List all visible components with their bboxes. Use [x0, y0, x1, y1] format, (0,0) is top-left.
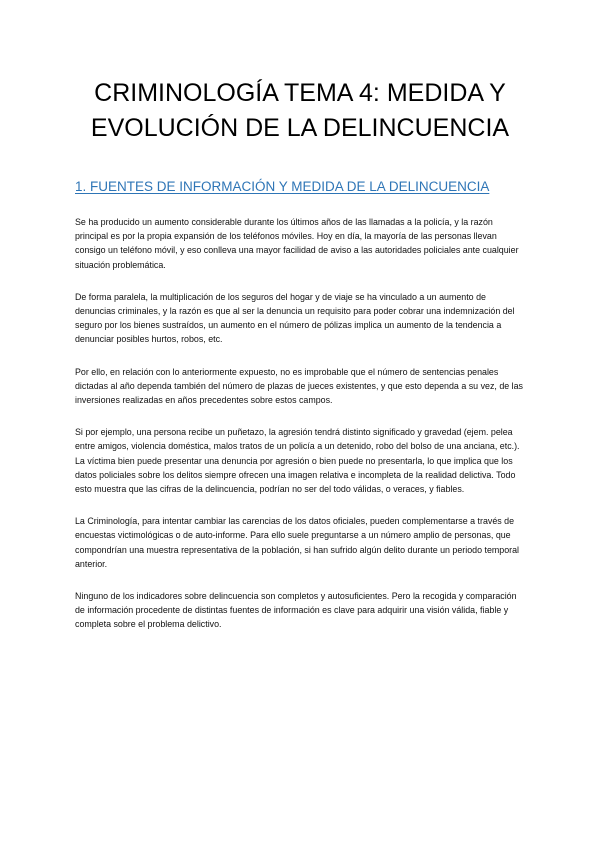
document-body: [75, 215, 527, 650]
document-title: [40, 76, 560, 146]
paragraph-4: Si por ejemplo, una persona recibe un puñetazo, la agresión tendrá distinto significado y gravedad (ejem. pelea entre amigos, violencia doméstica, malos tratos de un policía a un detenido, robo del bolso de una anciana, etc.). La víctima bien puede presentar una denuncia por agresión o bien puede no presentarla, lo que implica que los datos policiales sobre los delitos siempre ofrecen una imagen relativa e incompleta de la realidad delictiva. Todo esto muestra que las cifras de la delincuencia, podrían no ser del todo válidas, o veraces, y fiables.: [75, 427, 520, 495]
title-line-1: CRIMINOLOGÍA TEMA 4: MEDIDA Y: [94, 79, 506, 107]
paragraph-5: La Criminología, para intentar cambiar las carencias de los datos oficiales, pueden complementarse a través de encuestas victimológicas o de auto-informe. Para ello suele preguntarse a un número amplio de personas, que compondrían una muestra representativa de la población, si han sufrido algún delito durante un periodo temporal anterior.: [75, 516, 520, 569]
title-line-2: EVOLUCIÓN DE LA DELINCUENCIA: [90, 114, 510, 142]
paragraph-1: Se ha producido un aumento considerable durante los últimos años de las llamadas a la policía, y la razón principal es por la propia expansión de los teléfonos móviles. Hoy en día, la mayoría de las personas llevan consigo un teléfono móvil, y eso conlleva una mayor facilidad de aviso a las autoridades policiales ante cualquier situación problemática.: [75, 217, 519, 270]
section-heading: 1. FUENTES DE INFORMACIÓN Y MEDIDA DE LA DELINCUENCIA: [75, 179, 490, 194]
paragraph-6: Ninguno de los indicadores sobre delincuencia son completos y autosuficientes. Pero la recogida y comparación de información procedente de distintas fuentes de información es clave para adquirir una visión válida, fiable y completa sobre el problema delictivo.: [75, 591, 517, 630]
paragraph-3: Por ello, en relación con lo anteriormente expuesto, no es improbable que el número de sentencias penales dictadas al año dependa también del número de plazas de jueces existentes, y que esto dependa a su vez, de las inversiones realizadas en años precedentes sobre estos campos.: [75, 366, 523, 406]
paragraph-2: De forma paralela, la multiplicación de los seguros del hogar y de viaje se ha vinculado a un aumento de denuncias criminales, y la razón es que al ser la denuncia un requisito para poder cobrar una indemnización del seguro por los bienes sustraídos, un aumento en el número de pólizas implica un aumento de la tendencia a denunciar posibles hurtos, robos, etc.: [75, 291, 515, 345]
